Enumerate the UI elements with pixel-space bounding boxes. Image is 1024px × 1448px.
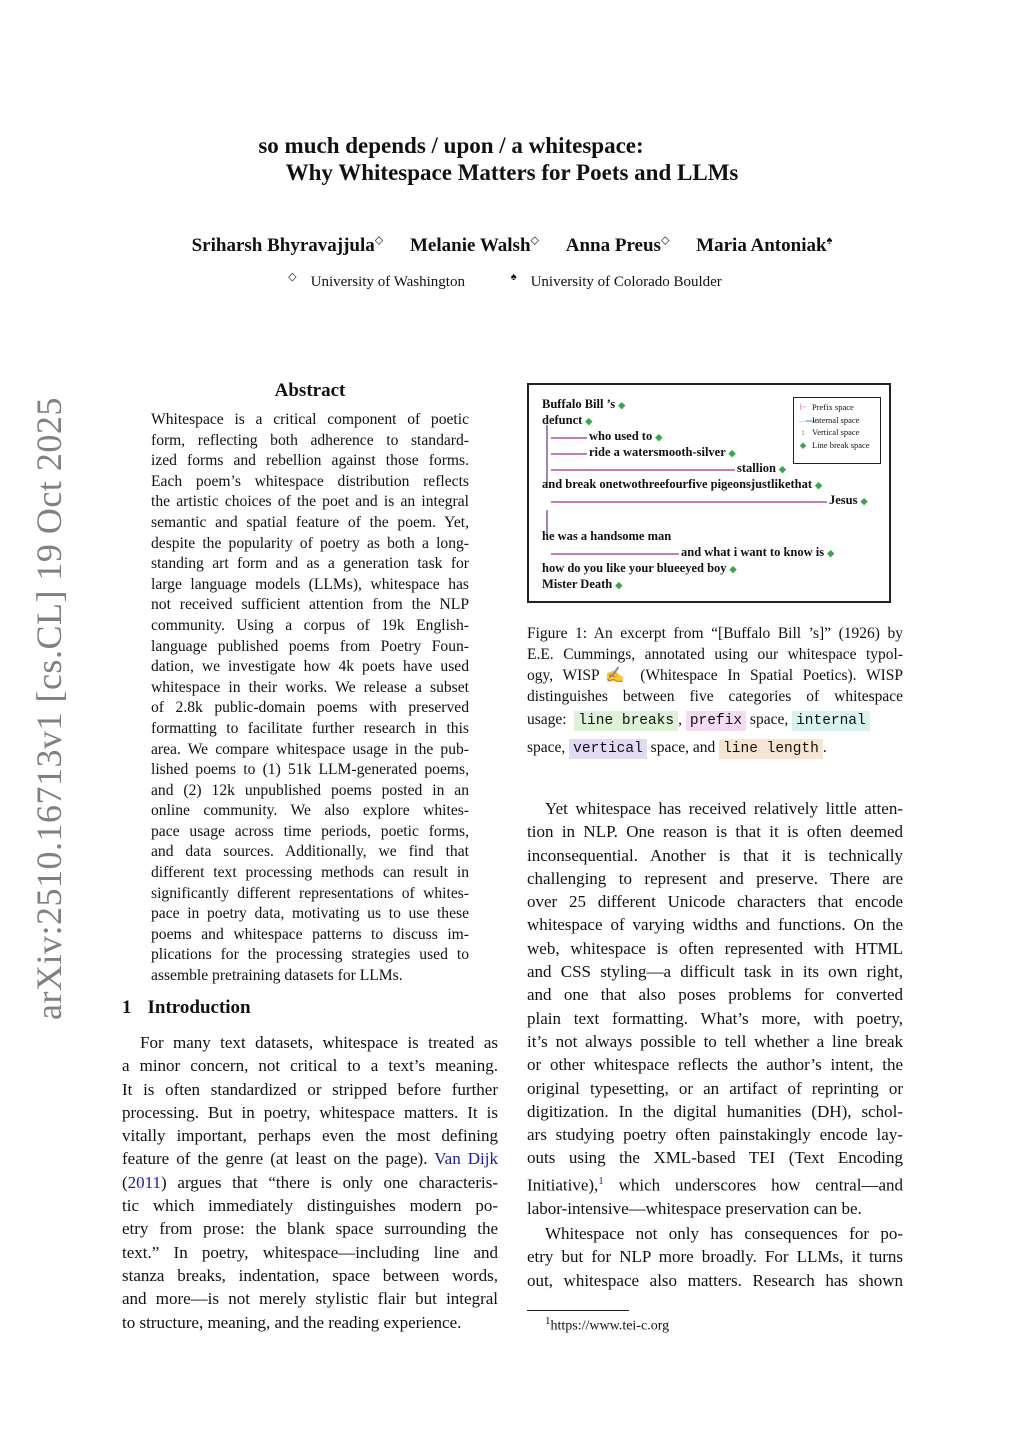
text-line: and one that also poses problems for converted xyxy=(527,985,903,1005)
title-line-1: so much depends / upon / a whitespace: xyxy=(258,133,644,158)
abstract-line: form, reflecting both adherence to standard- xyxy=(151,431,469,449)
abstract-line: large language models (LLMs), whitespace has xyxy=(151,575,469,593)
text-line: labor-intensive—whitespace preservation can be. xyxy=(527,1198,862,1218)
intro-column-right xyxy=(527,797,903,1292)
affiliation-2: ♠ University of Colorado Boulder xyxy=(510,271,722,290)
poem-line: and what i want to know is ◆ xyxy=(681,545,835,559)
text-line: Yet whitespace has received relatively little atten- xyxy=(545,799,903,818)
vertical-icon: ↕ xyxy=(800,427,806,438)
abstract-line: despite the popularity of poetry as both a long- xyxy=(151,534,469,552)
tag-prefix: prefix xyxy=(686,711,746,731)
text-line: tion in NLP. One reason is that it is often deemed xyxy=(527,822,903,842)
author-2: Melanie Walsh◇ xyxy=(410,235,539,257)
abstract-line: and (2) 12k unpublished poems posted in an xyxy=(151,781,469,799)
affiliation-1: ◇ University of Washington xyxy=(288,271,465,290)
text-line: web, whitespace is often represented with HTML xyxy=(527,938,903,958)
text-line: challenging to represent and preserve. There are xyxy=(527,868,903,888)
abstract-line: online community. We also explore whites- xyxy=(151,802,469,820)
prefix-icon: ⊢ xyxy=(799,402,807,412)
intro-column-left xyxy=(122,1031,498,1334)
abstract-line: dation, we investigate how 4k poets have used xyxy=(151,658,469,676)
abstract-line: area. We compare whitespace usage in the pub- xyxy=(151,740,469,758)
text-line: and CSS styling—a difficult task in its own right, xyxy=(527,962,903,982)
text-line: feature of the genre (at least on the page). Van Dijk xyxy=(122,1149,499,1169)
text-line: original typesetting, or an artifact of reprinting or xyxy=(527,1078,903,1098)
tag-vertical: vertical xyxy=(569,739,647,759)
abstract-line: the artistic choices of the poet and is an integral xyxy=(151,493,469,511)
poem-line: defunct ◆ xyxy=(542,413,593,427)
title-line-2: Why Whitespace Matters for Poets and LLMs xyxy=(285,160,739,185)
abstract-line: whitespace in their works. We release a subset xyxy=(151,678,469,696)
poem-line: he was a handsome man xyxy=(542,529,672,543)
text-line: over 25 different Unicode characters that encode xyxy=(527,892,903,912)
abstract-line: plications for the processing strategies used to xyxy=(151,946,469,964)
legend-internal: — Internal space xyxy=(798,414,860,425)
abstract-line: formatting to facilitate further research in this xyxy=(151,719,469,737)
abstract-line: not received sufficient attention from the NLP xyxy=(151,596,469,614)
poem-line: Jesus ◆ xyxy=(829,493,868,507)
author-list xyxy=(0,234,1024,257)
text-line: text.” In poetry, whitespace—including line and xyxy=(122,1242,498,1262)
text-line: to structure, meaning, and the reading experience. xyxy=(122,1312,462,1332)
footnote: $^1$https://www.tei-c.org xyxy=(545,1315,670,1334)
legend-vertical: ↕ Vertical space xyxy=(798,426,878,439)
abstract-line: poems and whitespace patterns to discuss im- xyxy=(151,925,469,943)
text-line: whitespace of varying widths and functions. On the xyxy=(527,915,903,935)
tag-internal: internal xyxy=(792,711,870,731)
abstract-heading: Abstract xyxy=(274,380,346,401)
quill-icon: ✍ xyxy=(599,667,631,684)
text-line: digitization. In the digital humanities (DH), schol- xyxy=(527,1101,903,1121)
text-line: For many text datasets, whitespace is treated as xyxy=(140,1033,498,1052)
poem-line: ride a watersmooth-silver ◆ xyxy=(589,445,736,459)
figure-caption: Figure 1: An excerpt from “[Buffalo Bill ’s]” (1926) by E.E. Cummings, annotated using our whitespace typol- ogy, WISP✍ (Whitespace In Spatial Poetics). WISP distinguishes between five categories of whitespace usage: line breaks , prefix space, internal space, vertical space, and line length . xyxy=(527,625,904,757)
legend-linebreak: ◆ Line break space xyxy=(799,439,870,450)
abstract-line: significantly different representations of whites- xyxy=(151,884,469,902)
text-line: it’s not always possible to tell whether a line break xyxy=(527,1031,903,1051)
author-3: Anna Preus◇ xyxy=(565,235,670,257)
poem-line: Buffalo Bill ’s ◆ xyxy=(542,397,626,411)
text-line: stanza breaks, indentation, space between words, xyxy=(122,1265,498,1285)
linebreak-icon: ◆ xyxy=(799,439,807,450)
abstract-line: language published poems from Poetry Foun- xyxy=(151,637,469,655)
text-line: and more—is not merely stylistic flair but integral xyxy=(122,1289,498,1309)
citation-link[interactable]: Van Dijk xyxy=(434,1149,499,1169)
poem-line: Mister Death ◆ xyxy=(542,577,623,591)
text-line: It is often standardized or stripped before further xyxy=(122,1079,498,1099)
text-line: inconsequential. Another is that it is technically xyxy=(527,845,903,865)
text-line: or other whitespace reflects the author’s intent, the xyxy=(527,1055,903,1075)
arxiv-stamp: arXiv:2510.16713v1 [cs.CL] 19 Oct 2025 xyxy=(29,397,69,1020)
text-line: plain text formatting. What’s more, with poetry, xyxy=(527,1008,903,1028)
abstract-line: pace usage across time periods, poetic forms, xyxy=(151,822,469,840)
abstract-line: Whitespace is a critical component of poetic xyxy=(151,411,469,428)
legend-prefix: ⊢ Prefix space xyxy=(799,402,854,412)
abstract-line: lished poems to (1) 51k LLM-generated poems, xyxy=(151,761,469,779)
figure-legend xyxy=(793,397,881,464)
poem-line: how do you like your blueeyed boy ◆ xyxy=(542,561,737,575)
text-line: ars studying poetry often painstakingly encode lay- xyxy=(527,1125,903,1145)
abstract-line: pace in poetry data, motivating us to use these xyxy=(151,905,469,923)
section-heading-introduction: 1 Introduction xyxy=(122,997,251,1018)
footnote-rule xyxy=(527,1310,629,1311)
text-line: a minor concern, not critical to a text’s meaning. xyxy=(122,1056,498,1076)
author-4: Maria Antoniak♠ xyxy=(696,235,833,257)
abstract-line: of 2.8k public-domain poems with preserved xyxy=(151,699,469,717)
text-line: out, whitespace also matters. Research has shown xyxy=(527,1270,903,1290)
text-line: Initiative),$^1$ which underscores how central—and xyxy=(527,1174,903,1195)
affiliations xyxy=(0,270,1024,291)
abstract-line: different text processing methods can result in xyxy=(151,864,469,882)
abstract-body xyxy=(151,410,469,987)
text-line: (2011) argues that “there is only one characteris- xyxy=(122,1172,498,1192)
poem-line: who used to ◆ xyxy=(589,429,663,443)
internal-icon: — xyxy=(798,414,808,425)
text-line: etry but for NLP more broadly. For LLMs, it turns xyxy=(527,1247,903,1267)
abstract-line: Each poem’s whitespace distribution reflects xyxy=(151,472,469,490)
text-line: etry from prose: the blank space surrounding the xyxy=(122,1219,498,1239)
paper-title xyxy=(0,132,1024,186)
text-line: vitally important, perhaps even the most defining xyxy=(122,1126,498,1146)
citation-year-link[interactable]: 2011 xyxy=(127,1172,162,1192)
text-line: outs using the XML-based TEI (Text Encoding xyxy=(527,1148,903,1168)
poem-line: stallion ◆ xyxy=(737,461,786,475)
author-1: Sriharsh Bhyravajjula◇ xyxy=(191,235,384,257)
abstract-line: semantic and spatial feature of the poem. Yet, xyxy=(151,513,469,531)
tag-line-length: line length xyxy=(719,739,823,759)
text-line: tic which immediately distinguishes modern po- xyxy=(122,1196,498,1216)
tag-line-breaks: line breaks xyxy=(574,711,678,731)
poem-line: and break onetwothreefourfive pigeonsjustlikethat ◆ xyxy=(542,477,823,491)
abstract-line: assemble pretraining datasets for LLMs. xyxy=(151,967,403,985)
text-line: processing. But in poetry, whitespace matters. It is xyxy=(122,1102,498,1122)
abstract-line: community. Using a corpus of 19k English- xyxy=(151,616,469,634)
abstract-line: standing art form and as a generation task for xyxy=(151,555,469,573)
figure-1 xyxy=(527,383,891,603)
text-line: Whitespace not only has consequences for po- xyxy=(545,1224,903,1243)
footnote-marker[interactable]: 1 xyxy=(598,1174,604,1187)
abstract-line: ized forms and rebellion against those forms. xyxy=(151,452,469,470)
abstract-line: and data sources. Additionally, we find that xyxy=(151,843,469,861)
